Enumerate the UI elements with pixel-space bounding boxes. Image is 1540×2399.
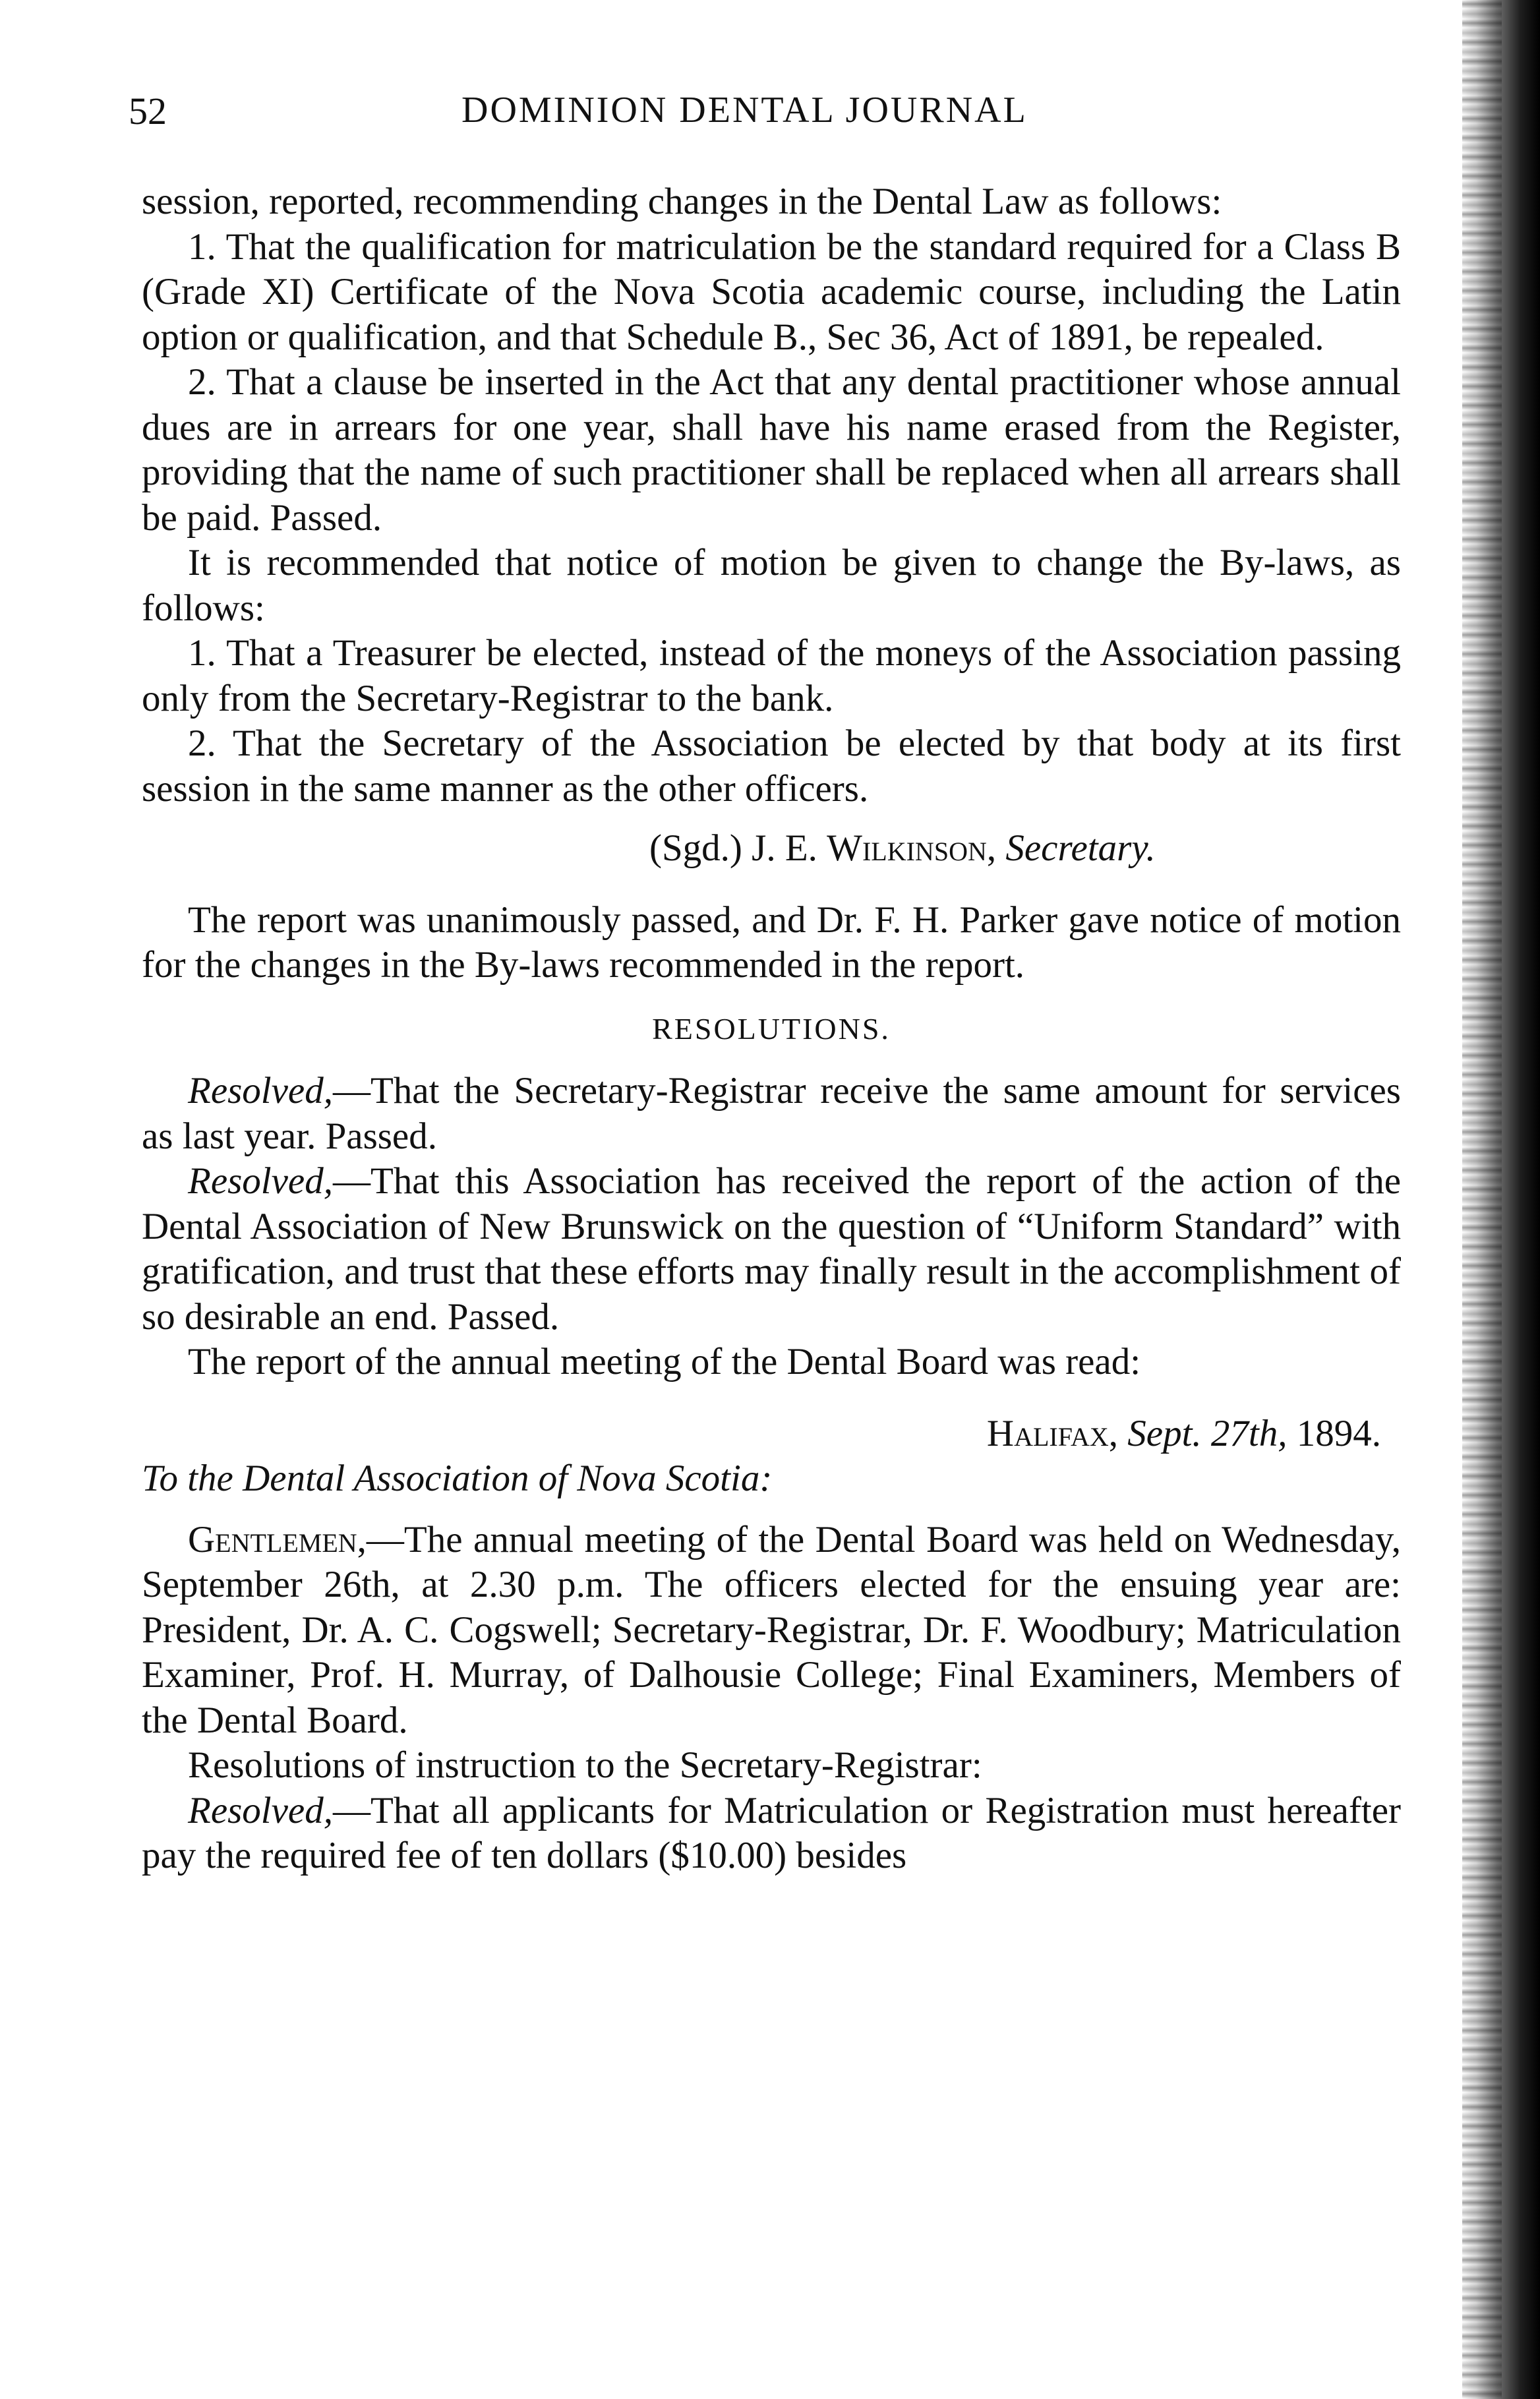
spacer bbox=[142, 872, 1401, 898]
resolved-label: Resolved, bbox=[188, 1160, 333, 1202]
page-number: 52 bbox=[129, 90, 167, 133]
resolution-text: —That the Secretary-Registrar receive the same amount for services as last year. Passed. bbox=[142, 1070, 1401, 1157]
section-heading: RESOLUTIONS. bbox=[652, 1011, 891, 1046]
signatory-name: Wilkinson, bbox=[827, 827, 997, 869]
letter-address: To the Dental Association of Nova Scotia: bbox=[142, 1458, 773, 1499]
resolution bbox=[142, 1789, 1401, 1879]
resolution-text: —That this Association has received the report of the action of the Dental Association of New Brunswick on the question of “Uniform Standard” with gratification, and trust that these efforts may finally result in the accomplishment of so desirable an end. Passed. bbox=[142, 1160, 1401, 1338]
signature-line bbox=[142, 826, 1401, 872]
dateline-date: Sept. 27th, bbox=[1127, 1412, 1288, 1454]
letter-paragraph bbox=[142, 1518, 1401, 1744]
list-item: 1. That a Treasurer be elected, instead of the moneys of the Association passing only from the Secretary-Registrar to the bank. bbox=[142, 632, 1401, 719]
letter-dateline bbox=[142, 1411, 1401, 1457]
article-body bbox=[142, 179, 1401, 1879]
resolution-text: —That all applicants for Matriculation or Registration must hereafter pay the required fee of ten dollars ($10.00) besides bbox=[142, 1789, 1401, 1876]
letter-text: —The annual meeting of the Dental Board was held on Wednesday, September 26th, at 2.30 p.m. The officers elected for the ensuing year are: President, Dr. A. C. Cogswell; Secretary-Registrar, Dr. F. Woodbury; Matriculation Examiner, Prof. H. Murray, of Dalhousie College; Final Examiners, Members of the Dental Board. bbox=[142, 1518, 1401, 1741]
signatory-title: Secretary. bbox=[1005, 827, 1156, 869]
list-item: 1. That the qualification for matriculation be the standard required for a Class B (Grade XI) Certificate of the Nova Scotia academic course, including the Latin option or qualification, and that Schedule B., Sec 36, Act of 1891, be repealed. bbox=[142, 225, 1401, 358]
running-head: DOMINION DENTAL JOURNAL bbox=[461, 90, 1028, 131]
resolution bbox=[142, 1159, 1401, 1340]
resolved-label: Resolved, bbox=[188, 1070, 333, 1111]
salutation: Gentlemen, bbox=[188, 1518, 367, 1560]
list-item: 2. That the Secretary of the Association be elected by that body at its first session in the same manner as the other officers. bbox=[142, 723, 1401, 810]
resolution bbox=[142, 1069, 1401, 1159]
list-item: 2. That a clause be inserted in the Act that any dental practitioner whose annual dues are in arrears for one year, shall have his name erased from the Register, providing that the name of such practitioner shall be replaced when all arrears shall be paid. Passed. bbox=[142, 361, 1401, 539]
dateline-place: Halifax, bbox=[986, 1412, 1119, 1454]
paragraph: It is recommended that notice of motion be given to change the By-laws, as follows: bbox=[142, 542, 1401, 629]
paragraph: The report of the annual meeting of the Dental Board was read: bbox=[188, 1341, 1141, 1382]
resolved-label: Resolved, bbox=[188, 1789, 333, 1831]
paragraph: session, reported, recommending changes in the Dental Law as follows: bbox=[142, 181, 1222, 222]
page-header bbox=[0, 89, 1540, 148]
paragraph: The report was unanimously passed, and Dr. F. H. Parker gave notice of motion for the changes in the By-laws recommended in the report. bbox=[142, 899, 1401, 986]
paragraph: Resolutions of instruction to the Secretary-Registrar: bbox=[188, 1744, 982, 1786]
signature-prefix: (Sgd.) J. E. bbox=[649, 827, 817, 869]
dateline-year: 1894. bbox=[1296, 1412, 1381, 1454]
book-binding-edge bbox=[1462, 0, 1540, 2399]
